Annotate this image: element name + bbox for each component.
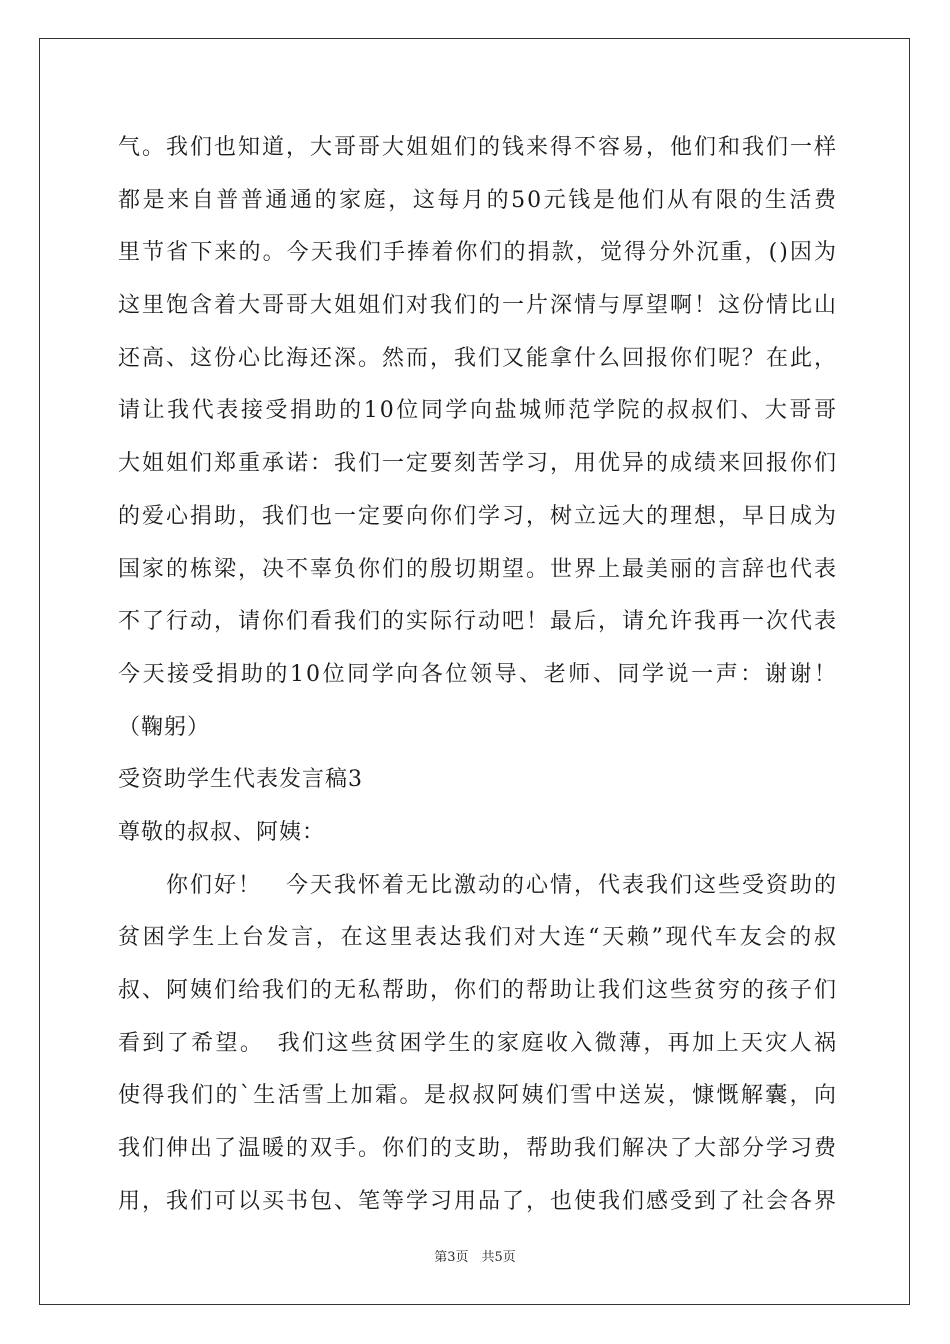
text-line: 使得我们的`生活雪上加霜。是叔叔阿姨们雪中送炭，慷慨解囊，向 — [118, 1083, 838, 1109]
text-line: 都是来自普普通通的家庭，这每月的50元钱是他们从有限的生活费 — [118, 187, 838, 213]
text-line: 今天接受捐助的10位同学向各位领导、老师、同学说一声：谢谢！ — [118, 661, 838, 687]
text-line: 里节省下来的。今天我们手捧着你们的捐款，觉得分外沉重，()因为 — [118, 240, 838, 266]
text-line: 还高、这份心比海还深。然而，我们又能拿什么回报你们呢？在此， — [118, 345, 839, 371]
text-line: 不了行动，请你们看我们的实际行动吧！最后，请允许我再一次代表 — [118, 609, 839, 635]
text-line: 的爱心捐助，我们也一定要向你们学习，树立远大的理想，早日成为 — [118, 503, 839, 529]
text-line: 看到了希望。 我们这些贫困学生的家庭收入微薄，再加上天灾人祸 — [118, 1030, 838, 1056]
page-number-footer: 第3页 共5页 — [434, 1250, 516, 1265]
text-line: 请让我代表接受捐助的10位同学向盐城师范学院的叔叔们、大哥哥 — [118, 398, 838, 424]
text-line: 气。我们也知道，大哥哥大姐姐们的钱来得不容易，他们和我们一样 — [118, 135, 839, 160]
document-body — [118, 128, 838, 1234]
text-line: 大姐姐们郑重承诺：我们一定要刻苦学习，用优异的成绩来回报你们 — [118, 451, 839, 477]
text-line: 用，我们可以买书包、笔等学习用品了，也使我们感受到了社会各界 — [118, 1188, 839, 1214]
text-line: 国家的栋梁，决不辜负你们的殷切期望。世界上最美丽的言辞也代表 — [118, 556, 839, 582]
text-line: 这里饱含着大哥哥大姐姐们对我们的一片深情与厚望啊！这份情比山 — [118, 293, 839, 319]
section-heading: 受资助学生代表发言稿3 — [118, 767, 363, 793]
text-line: 叔、阿姨们给我们的无私帮助，你们的帮助让我们这些贫穷的孩子们 — [118, 978, 839, 1003]
text-line: （鞠躬） — [118, 714, 211, 740]
salutation: 尊敬的叔叔、阿姨： — [118, 819, 326, 845]
text-line: 贫困学生上台发言，在这里表达我们对大连“天赖”现代车友会的叔 — [118, 925, 838, 951]
text-line: 你们好！ 今天我怀着无比激动的心情，代表我们这些受资助的 — [118, 872, 839, 898]
text-line: 我们伸出了温暖的双手。你们的支助，帮助我们解决了大部分学习费 — [118, 1136, 839, 1162]
